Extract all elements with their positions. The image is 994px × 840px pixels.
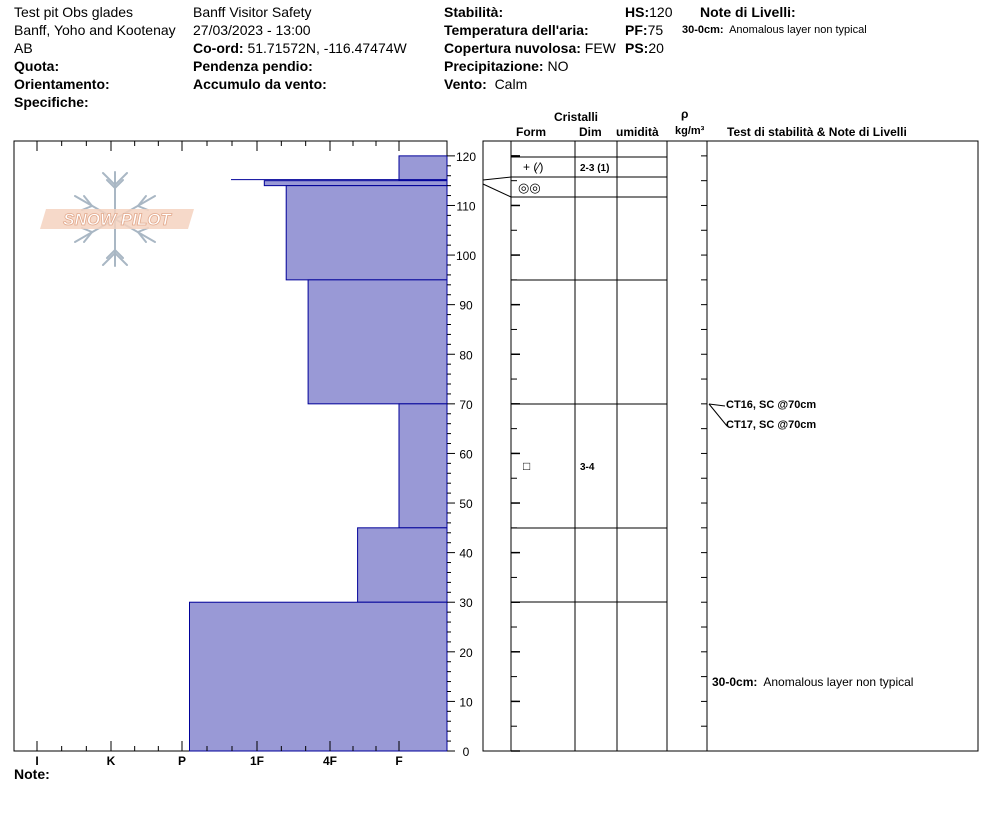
copertura-label: Copertura nuvolosa: [444, 40, 581, 56]
hardness-bar [308, 280, 447, 404]
layer-connector [483, 177, 511, 180]
depth-tick-label: 50 [459, 497, 473, 512]
precip-value: NO [547, 58, 569, 74]
hardness-bar [358, 528, 447, 602]
location-line-1: Test pit Obs glades [14, 4, 134, 20]
depth-tick-label: 30 [459, 596, 473, 611]
logo-text: SNOW PILOT [63, 210, 171, 229]
test-pointer-1 [709, 404, 725, 406]
depth-axis [447, 150, 483, 759]
depth-tick-label: 100 [455, 249, 477, 264]
layer-note-range: 30-0cm: [712, 675, 758, 689]
coord-value: 51.71572N, -116.47474W [247, 40, 407, 56]
vento-label: Vento: [444, 76, 487, 92]
depth-tick-label: 20 [459, 645, 473, 660]
snowpilot-logo [40, 172, 194, 266]
crystal-form-1: + (⁄) [523, 160, 544, 174]
depth-tick-label: 90 [459, 298, 473, 313]
temperature-label: Temperatura dell'aria: [444, 22, 589, 38]
hardness-label: K [106, 754, 116, 768]
hardness-bar [399, 404, 447, 528]
layer-table-frame [483, 141, 978, 751]
umidita-header: umidità [616, 125, 659, 139]
stability-test-pointers [709, 404, 727, 426]
density-unit-header: kg/m³ [675, 125, 705, 137]
hardness-label: F [395, 754, 403, 768]
note-livelli-text: Anomalous layer non typical [729, 24, 867, 36]
hardness-bar [190, 602, 448, 751]
depth-tick-label: 80 [459, 348, 473, 363]
layer-table-ticks [511, 156, 707, 751]
layer-connector [483, 184, 511, 197]
orientamento-label: Orientamento: [14, 76, 110, 92]
hardness-label: 1F [249, 754, 264, 768]
vento-value: Calm [494, 76, 528, 92]
crystal-size-1: 2-3 (1) [580, 163, 610, 174]
hardness-bar [399, 156, 447, 181]
copertura-value: FEW [584, 40, 616, 56]
depth-tick-label: 10 [459, 695, 473, 710]
stability-notes-header: Test di stabilità & Note di Livelli [727, 125, 907, 139]
location-line-2: Banff, Yoho and Kootenay [14, 22, 176, 38]
pendenza-label: Pendenza pendio: [193, 58, 313, 74]
hardness-label: I [35, 754, 39, 768]
depth-tick-label: 60 [459, 447, 473, 462]
pf-value: 75 [647, 22, 664, 38]
depth-tick-label: 40 [459, 546, 473, 561]
note-livelli-range: 30-0cm: [682, 24, 724, 36]
note-label: Note: [14, 766, 50, 782]
hardness-bars [190, 156, 448, 751]
stability-test-2: CT17, SC @70cm [726, 419, 817, 431]
crystal-form-3: □ [523, 459, 531, 473]
quota-label: Quota: [14, 58, 60, 74]
ps-value: 20 [648, 40, 664, 56]
stability-test-1: CT16, SC @70cm [726, 399, 817, 411]
pf-label: PF: [625, 22, 648, 38]
specifiche-label: Specifiche: [14, 94, 89, 110]
dim-header: Dim [579, 125, 602, 139]
layer-note [712, 676, 913, 689]
test-pointer-2 [709, 404, 727, 426]
observer: Banff Visitor Safety [193, 4, 312, 20]
hardness-label: P [177, 754, 186, 768]
stabilita-label: Stabilità: [444, 4, 504, 20]
depth-tick-label: 0 [462, 745, 470, 759]
crystal-size-3: 3-4 [580, 462, 595, 473]
note-livelli-label: Note di Livelli: [700, 4, 796, 20]
depth-tick-label: 110 [456, 199, 476, 214]
hardness-label: 4F [322, 754, 337, 768]
hs-label: HS: [625, 4, 650, 20]
accumulo-label: Accumulo da vento: [193, 76, 327, 92]
rho-header: ρ [681, 107, 689, 121]
hardness-bar [264, 181, 447, 186]
ps-label: PS: [625, 40, 649, 56]
observation-datetime: 27/03/2023 - 13:00 [193, 22, 311, 38]
form-header: Form [516, 125, 546, 139]
cristalli-header: Cristalli [554, 110, 599, 124]
layer-note-text: Anomalous layer non typical [763, 675, 914, 689]
crystal-form-2: ◎◎ [518, 180, 541, 195]
location-line-3: AB [14, 40, 33, 56]
coord-label: Co-ord: [193, 40, 244, 56]
depth-tick-label: 70 [459, 397, 473, 412]
depth-tick-label: 120 [455, 149, 477, 164]
hardness-bar [286, 186, 447, 280]
hs-value: 120 [649, 4, 673, 20]
precip-label: Precipitazione: [444, 58, 544, 74]
